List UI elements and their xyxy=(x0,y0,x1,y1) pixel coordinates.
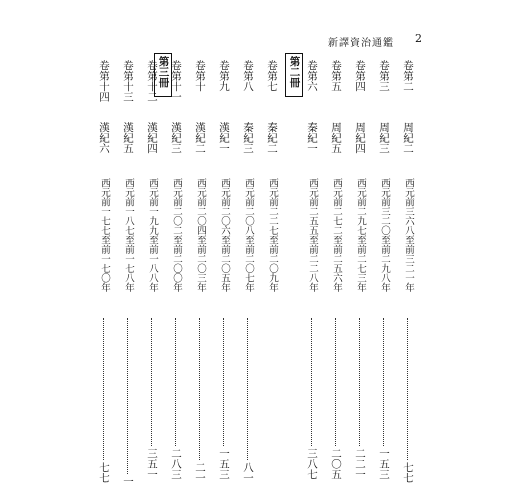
entry-chapter: 漢紀三 xyxy=(170,122,182,154)
toc-entry[interactable] xyxy=(376,60,392,500)
entry-dates: 西元前三六八至前三二一年 xyxy=(403,178,414,292)
entry-chapter: 漢紀二 xyxy=(194,122,206,154)
entry-volume: 卷第八 xyxy=(242,60,254,92)
entry-volume: 卷第十三 xyxy=(122,60,134,102)
volume-heading-2-label: 第二冊 xyxy=(288,56,301,88)
entry-volume: 卷第二 xyxy=(402,60,414,92)
leader-dots xyxy=(335,318,336,446)
leader-dots xyxy=(359,318,360,446)
leader-dots xyxy=(151,318,152,446)
entry-dates: 西元前二〇二至前二〇〇年 xyxy=(171,178,182,292)
leader-dots xyxy=(175,318,176,446)
toc-entry[interactable] xyxy=(264,60,280,500)
entry-page: 三八七 xyxy=(306,448,318,480)
toc-entry[interactable] xyxy=(96,60,112,500)
entry-dates: 西元前一八七至前一七八年 xyxy=(123,178,134,292)
leader-dots xyxy=(247,318,248,460)
entry-volume: 卷第七 xyxy=(266,60,278,92)
toc-entry[interactable] xyxy=(192,60,208,500)
entry-chapter: 漢紀一 xyxy=(218,122,230,154)
entry-dates: 西元前二五五至前二二八年 xyxy=(307,178,318,292)
entry-dates: 西元前一九九至前一八八年 xyxy=(147,178,158,292)
toc-entry[interactable] xyxy=(144,60,160,500)
entry-dates: 西元前二七二至前二五六年 xyxy=(331,178,342,292)
entry-chapter: 漢紀四 xyxy=(146,122,158,154)
book-title: 新譯資治通鑑 xyxy=(328,38,394,49)
toc-entry[interactable] xyxy=(216,60,232,500)
entry-volume: 卷第六 xyxy=(306,60,318,92)
leader-dots xyxy=(311,318,312,446)
entry-page: 二八三 xyxy=(170,448,182,480)
entry-volume: 卷第四 xyxy=(354,60,366,92)
entry-volume: 卷第十四 xyxy=(98,60,110,102)
page-number: 2 xyxy=(415,32,422,45)
entry-volume: 卷第九 xyxy=(218,60,230,92)
leader-dots xyxy=(383,318,384,446)
entry-page: 一五三 xyxy=(218,448,230,480)
leader-dots xyxy=(199,318,200,460)
entry-volume: 卷第十二 xyxy=(146,60,158,102)
entry-dates: 西元前二〇八至前二〇七年 xyxy=(243,178,254,292)
entry-dates: 西元前二〇四至前二〇三年 xyxy=(195,178,206,292)
leader-dots xyxy=(127,318,128,474)
toc-entry[interactable] xyxy=(120,60,136,500)
entry-chapter: 周紀三 xyxy=(378,122,390,154)
entry-page: 二一 xyxy=(194,462,206,483)
entry-page: 七七 xyxy=(402,462,414,483)
entry-dates: 西元前二〇六至前二〇五年 xyxy=(219,178,230,292)
leader-dots xyxy=(407,318,408,460)
toc-entry[interactable] xyxy=(400,60,416,500)
toc-entry[interactable] xyxy=(352,60,368,500)
entry-chapter: 周紀五 xyxy=(330,122,342,154)
leader-dots xyxy=(103,318,104,460)
entry-volume: 卷第十 xyxy=(194,60,206,92)
entry-dates: 西元前三二〇至前二九八年 xyxy=(379,178,390,292)
entry-chapter: 秦紀二 xyxy=(266,122,278,154)
entry-chapter: 周紀四 xyxy=(354,122,366,154)
entry-page: 二二一 xyxy=(354,448,366,480)
entry-volume: 卷第十一 xyxy=(170,60,182,102)
entry-page: 一 xyxy=(122,476,134,487)
entry-page: 一五三 xyxy=(378,448,390,480)
entry-volume: 卷第三 xyxy=(378,60,390,92)
entry-dates: 西元前二九七至前二七三年 xyxy=(355,178,366,292)
toc-entry[interactable] xyxy=(240,60,256,500)
entry-page: 八一 xyxy=(242,462,254,483)
entry-dates: 西元前二二七至前二〇九年 xyxy=(267,178,278,292)
volume-heading-2 xyxy=(285,53,303,97)
entry-dates: 西元前一七七至前一七〇年 xyxy=(99,178,110,292)
volume-heading-3-label: 第三冊 xyxy=(157,56,170,88)
entry-chapter: 漢紀六 xyxy=(98,122,110,154)
entry-chapter: 周紀二 xyxy=(402,122,414,154)
toc-entry[interactable] xyxy=(304,60,320,500)
entry-page: 二〇五 xyxy=(330,448,342,480)
entry-page: 七七 xyxy=(98,462,110,483)
toc-entry[interactable] xyxy=(328,60,344,500)
entry-volume: 卷第五 xyxy=(330,60,342,92)
entry-page: 三五一 xyxy=(146,448,158,480)
entry-chapter: 秦紀三 xyxy=(242,122,254,154)
leader-dots xyxy=(223,318,224,446)
entry-chapter: 漢紀五 xyxy=(122,122,134,154)
entry-chapter: 秦紀一 xyxy=(306,122,318,154)
toc-entry[interactable] xyxy=(168,60,184,500)
